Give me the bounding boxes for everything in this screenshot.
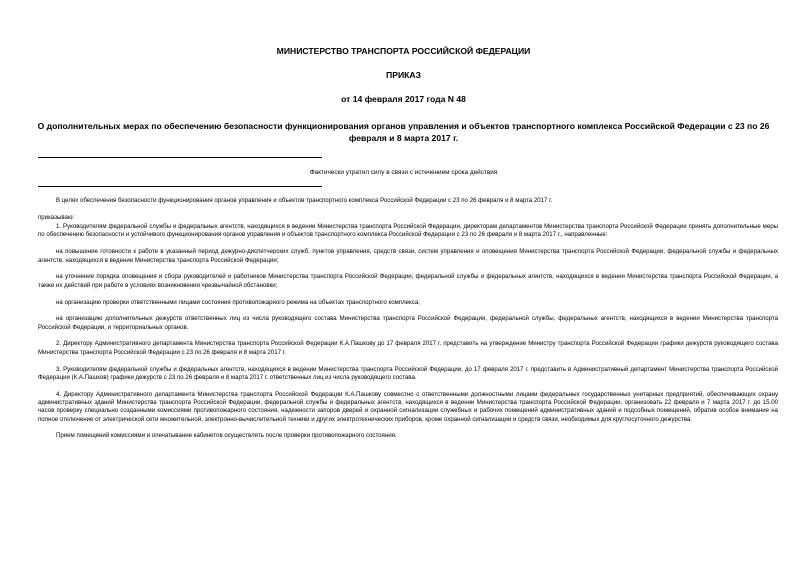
divider-bottom <box>38 186 322 187</box>
preamble-paragraph: В целях обеспечения безопасности функционирования органов управления и объектов транспортного комплекса Российской Федерации с 23 по 26 февраля и 8 марта 2017 г. <box>56 197 553 204</box>
item-2-paragraph: 2. Директору Административного департамента Министерства транспорта Российской Федерации К.А.Пашкову до 17 февраля 2017 г. представить на утверждение Министру транспорта Российской Федерации графики дежурств руководящего состава Министерства транспорта Российской Федерации с 23 по 26 февраля и 8 марта 2017 г. <box>38 340 778 356</box>
item-1-paragraph: 1. Руководителям федеральной службы и федеральных агентств, находящихся в ведении Министерства транспорта Российской Федерации, директорам департаментов Министерства транспорта Российской Федерации принять дополнительные меры по обеспечению безопасности и устойчивого функционирования органов управления и объектов транспортного комплекса Российской Федерации с 23 по 26 февраля и 8 марта 2017 г., направленные: <box>38 223 778 239</box>
document-type-heading: ПРИКАЗ <box>386 70 421 80</box>
divider-top <box>38 157 322 158</box>
item-3-paragraph: 3. Руководителям федеральной службы и федеральных агентств, находящихся в ведении Министерства транспорта Российской Федерации, до 17 февраля 2017 г. представить в Административный департамент Министерства транспорта Российской Федерации (К.А.Пашков) графики дежурств с 23 по 26 февраля и 8 марта 2017 г. ответственных лиц из числа руководящего состава. <box>38 365 778 381</box>
item-1d-paragraph: на организацию дополнительных дежурств ответственных лиц из числа руководящего состава Министерства транспорта Российской Федерации, федеральной службы, федеральных агентств, находящихся в ведении Министерства транспорта Российской Федерации, и территориальных органов. <box>38 315 778 331</box>
item-1a-paragraph: на повышение готовности к работе в указанный период дежурно-диспетчерских служб, пунктов управления, средств связи, систем управления и оповещения Министерства транспорта Российской Федерации, федеральной службы и федеральных агентств, находящихся в ведении Министерства транспорта Российской Федерации; <box>38 248 778 264</box>
item-4-note-paragraph: Прием помещений комиссиями и опечатывание кабинетов осуществлять после проверки противопожарного состояния. <box>56 432 397 440</box>
ministry-heading: МИНИСТЕРСТВО ТРАНСПОРТА РОССИЙСКОЙ ФЕДЕРАЦИИ <box>276 46 531 56</box>
ordered-paragraph: приказываю: <box>38 213 75 221</box>
order-title: О дополнительных мерах по обеспечению безопасности функционирования органов управления и объектов транспортного комплекса Российской Федерации с 23 по 26 февраля и 8 марта 2017 г. <box>37 121 770 143</box>
document-body <box>38 197 778 449</box>
status-note: Фактически утратил силу в связи с истечением срока действия <box>309 169 498 176</box>
item-1c-paragraph: на организацию проверки ответственными лицами состояния противопожарного режима на объектах транспортного комплекса; <box>56 298 420 306</box>
order-date-number: от 14 февраля 2017 года N 48 <box>341 94 466 104</box>
item-1b-paragraph: на уточнение порядка оповещения и сбора руководителей и работников Министерства транспорта Российской Федерации, федеральной службы и федеральных агентств, находящихся в ведении Министерства транспорта Российской Федерации, а также их действий при работе в условиях возникновения чрезвычайной обстановки; <box>38 273 778 289</box>
item-4-paragraph: 4. Директору Административного департамента Министерства транспорта Российской Федерации К.А.Пашкову совместно с ответственными должностными лицами федеральных государственных унитарных предприятий, обеспечивающих охрану административных зданий Министерства транспорта Российской Федерации, федеральной службы и федеральных агентств, находящихся в ведении Министерства транспорта Российской Федерации, организовать 22 февраля и 7 марта 2017 г. до 15.00 часов проверку специально созданными комиссиями противопожарного состояния, надежности запоров дверей и охранной сигнализации служебных и рабочих помещений административных зданий и подсобных помещений, обратив особое внимание на полное отключение от электрической сети множительной, электронно-вычислительной техники и других электротехнических приборов, кроме охранной сигнализации и средств связи, необходимых для круглосуточного дежурства. <box>38 390 778 423</box>
